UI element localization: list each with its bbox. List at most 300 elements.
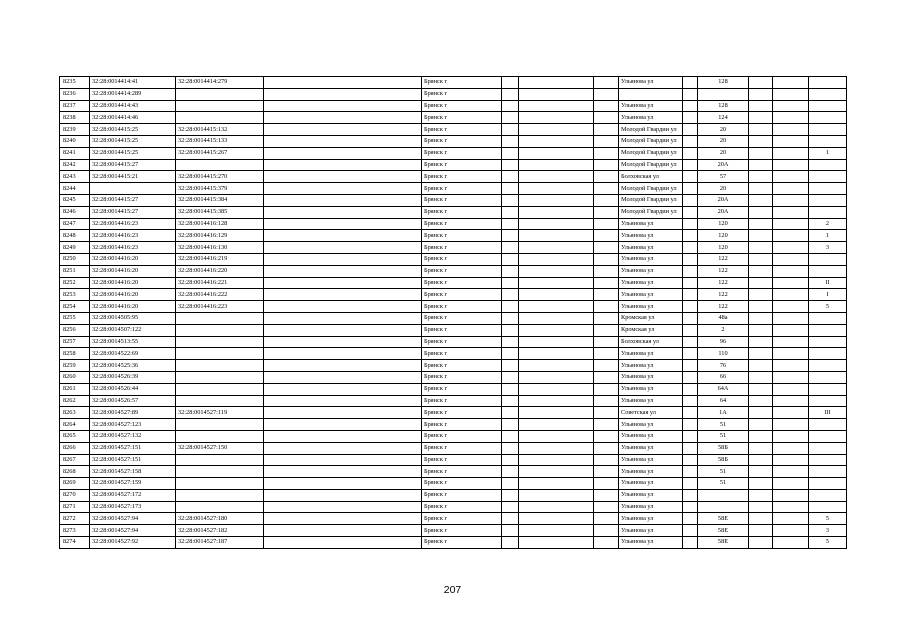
cell-empty [773,489,809,501]
cell-street: Ульянова ул [619,100,683,112]
cell-empty [749,206,773,218]
cell-empty [594,419,619,431]
cell-empty [264,501,422,513]
cell-city: Брянск г [422,501,502,513]
cell-record-number: 8245 [60,194,90,206]
cell-cadastral-number: 32:28:0014527:89 [90,407,176,419]
cell-cadastral-number: 32:28:0014525:36 [90,360,176,372]
table-row [60,100,847,112]
cell-empty [773,77,809,89]
cell-record-number: 8270 [60,489,90,501]
cell-empty [264,135,422,147]
cell-empty [519,348,594,360]
table-row [60,171,847,183]
cell-empty [773,501,809,513]
cell-empty [683,501,698,513]
cell-record-number: 8263 [60,407,90,419]
cell-flat: 3 [809,525,847,537]
cell-flat: 3 [809,242,847,254]
cell-house: 64 [698,395,749,407]
cell-empty [749,100,773,112]
cell-empty [683,242,698,254]
cell-empty [264,88,422,100]
cell-empty [773,218,809,230]
cell-premises-number: 32:28:0014527:180 [176,513,264,525]
cell-empty [519,430,594,442]
cell-empty [773,265,809,277]
cell-record-number: 8262 [60,395,90,407]
cell-flat [809,312,847,324]
cell-street: Молодой Гвардии ул [619,183,683,195]
cell-house: 2 [698,324,749,336]
cell-empty [502,478,519,490]
cell-empty [749,77,773,89]
cell-premises-number: 32:28:0014416:221 [176,277,264,289]
cell-flat: 5 [809,301,847,313]
cell-empty [683,525,698,537]
cell-cadastral-number: 32:28:0014414:43 [90,100,176,112]
cell-empty [519,218,594,230]
cell-empty [773,454,809,466]
cell-city: Брянск г [422,171,502,183]
cell-record-number: 8246 [60,206,90,218]
cell-house: 124 [698,112,749,124]
cell-empty [264,513,422,525]
cell-record-number: 8257 [60,336,90,348]
cell-city: Брянск г [422,88,502,100]
cell-empty [594,218,619,230]
cell-record-number: 8273 [60,525,90,537]
cell-house: 20 [698,183,749,195]
table-row [60,277,847,289]
cell-empty [594,312,619,324]
cell-empty [264,218,422,230]
cell-empty [749,194,773,206]
table-row [60,348,847,360]
table-row [60,218,847,230]
cell-cadastral-number: 32:28:0014527:92 [90,537,176,549]
cell-street: Ульянова ул [619,501,683,513]
cell-empty [683,159,698,171]
cell-empty [519,360,594,372]
cell-cadastral-number: 32:28:0014414:41 [90,77,176,89]
cell-cadastral-number: 32:28:0014416:20 [90,301,176,313]
cell-street: Ульянова ул [619,301,683,313]
cell-cadastral-number: 32:28:0014527:123 [90,419,176,431]
cell-empty [519,383,594,395]
cell-premises-number: 32:28:0014415:132 [176,124,264,136]
cell-house: 51 [698,466,749,478]
cell-empty [773,383,809,395]
cell-empty [683,430,698,442]
cell-street: Ульянова ул [619,77,683,89]
cell-empty [264,183,422,195]
table-row [60,135,847,147]
cell-empty [683,124,698,136]
cell-premises-number [176,100,264,112]
cell-empty [264,77,422,89]
cell-empty [519,277,594,289]
cell-record-number: 8260 [60,371,90,383]
cell-empty [502,371,519,383]
cell-house: 57 [698,171,749,183]
cell-empty [773,395,809,407]
cell-empty [264,466,422,478]
cell-house: 120 [698,242,749,254]
cell-empty [773,159,809,171]
cell-house: 66 [698,371,749,383]
cell-premises-number [176,336,264,348]
cell-premises-number [176,478,264,490]
cell-flat: II [809,277,847,289]
cell-flat [809,501,847,513]
cell-empty [502,289,519,301]
cell-empty [519,253,594,265]
cell-flat: 1 [809,147,847,159]
cell-cadastral-number: 32:28:0014416:23 [90,218,176,230]
cell-house: 20 [698,124,749,136]
cell-empty [749,478,773,490]
cell-empty [683,253,698,265]
cell-record-number: 8274 [60,537,90,549]
cell-empty [502,442,519,454]
table-row [60,312,847,324]
cell-cadastral-number: 32:28:0014505:95 [90,312,176,324]
cell-empty [519,525,594,537]
cell-street: Ульянова ул [619,489,683,501]
cell-record-number: 8264 [60,419,90,431]
cell-empty [264,194,422,206]
cell-empty [264,206,422,218]
cell-empty [264,395,422,407]
cell-cadastral-number: 32:28:0014416:23 [90,242,176,254]
cell-house: 122 [698,277,749,289]
cell-empty [683,371,698,383]
table-row [60,159,847,171]
cell-cadastral-number [90,183,176,195]
cell-empty [749,360,773,372]
cell-premises-number: 32:28:0014416:223 [176,301,264,313]
cell-flat [809,419,847,431]
cell-empty [773,407,809,419]
cell-empty [519,312,594,324]
cell-premises-number: 32:28:0014416:222 [176,289,264,301]
cell-empty [683,407,698,419]
cell-flat [809,371,847,383]
cell-empty [773,537,809,549]
cell-empty [749,159,773,171]
cell-empty [749,135,773,147]
cell-flat [809,88,847,100]
cell-cadastral-number: 32:28:0014527:132 [90,430,176,442]
cell-empty [502,124,519,136]
cell-house: 51 [698,419,749,431]
cell-empty [594,253,619,265]
cell-empty [683,324,698,336]
cell-empty [773,513,809,525]
cell-city: Брянск г [422,407,502,419]
cell-empty [594,407,619,419]
cell-empty [264,324,422,336]
cell-city: Брянск г [422,383,502,395]
cell-empty [519,77,594,89]
cell-empty [519,301,594,313]
cell-empty [773,371,809,383]
cell-empty [264,171,422,183]
cell-empty [683,478,698,490]
cell-empty [264,159,422,171]
cell-empty [264,525,422,537]
cell-premises-number: 32:28:0014416:128 [176,218,264,230]
cell-street: Ульянова ул [619,430,683,442]
cell-street: Ульянова ул [619,348,683,360]
cell-house [698,88,749,100]
cell-city: Брянск г [422,124,502,136]
cell-record-number: 8239 [60,124,90,136]
cell-empty [683,112,698,124]
cell-empty [749,88,773,100]
cell-empty [683,194,698,206]
cell-empty [502,265,519,277]
cell-empty [683,466,698,478]
cell-empty [594,112,619,124]
cell-empty [749,171,773,183]
cell-house: 122 [698,253,749,265]
cell-flat [809,265,847,277]
cell-cadastral-number: 32:28:0014522:69 [90,348,176,360]
table-row [60,383,847,395]
cell-empty [773,348,809,360]
cell-street: Ульянова ул [619,253,683,265]
cell-city: Брянск г [422,454,502,466]
cell-street: Ульянова ул [619,525,683,537]
cell-cadastral-number: 32:28:0014414:46 [90,112,176,124]
cell-house: 48а [698,312,749,324]
cell-record-number: 8269 [60,478,90,490]
cell-record-number: 8237 [60,100,90,112]
table-row [60,466,847,478]
cell-empty [594,383,619,395]
cell-record-number: 8248 [60,230,90,242]
cell-city: Брянск г [422,360,502,372]
cell-flat [809,478,847,490]
cell-street: Ульянова ул [619,395,683,407]
cell-empty [502,159,519,171]
cell-empty [502,112,519,124]
cell-cadastral-number: 32:28:0014415:25 [90,135,176,147]
cell-empty [773,312,809,324]
table-row [60,395,847,407]
cell-empty [773,525,809,537]
table-row [60,360,847,372]
cell-flat [809,171,847,183]
cell-empty [502,383,519,395]
cell-flat [809,77,847,89]
cell-empty [749,277,773,289]
table-row [60,537,847,549]
cell-record-number: 8243 [60,171,90,183]
cell-cadastral-number: 32:28:0014507:122 [90,324,176,336]
cell-street: Советская ул [619,407,683,419]
cell-empty [683,513,698,525]
cell-cadastral-number: 32:28:0014527:151 [90,442,176,454]
cell-empty [683,88,698,100]
cell-empty [773,206,809,218]
cell-empty [594,277,619,289]
cell-street: Ульянова ул [619,112,683,124]
cell-flat [809,395,847,407]
cell-flat [809,430,847,442]
cell-empty [264,430,422,442]
table-row [60,442,847,454]
registry-table-body [60,77,847,549]
cell-empty [502,501,519,513]
cell-empty [749,301,773,313]
cell-premises-number [176,489,264,501]
cell-empty [264,112,422,124]
cell-empty [683,230,698,242]
cell-city: Брянск г [422,100,502,112]
cell-street: Молодой Гвардии ул [619,135,683,147]
cell-empty [502,513,519,525]
cell-empty [519,442,594,454]
cell-premises-number [176,348,264,360]
cell-flat [809,442,847,454]
cell-house: 1А [698,407,749,419]
cell-street: Молодой Гвардии ул [619,194,683,206]
cell-premises-number: 32:28:0014416:219 [176,253,264,265]
cell-empty [264,301,422,313]
cell-flat [809,194,847,206]
cell-city: Брянск г [422,194,502,206]
cell-house: 58Б [698,442,749,454]
cell-empty [502,77,519,89]
cell-empty [749,383,773,395]
cell-empty [264,242,422,254]
cell-premises-number: 32:28:0014527:119 [176,407,264,419]
table-row [60,419,847,431]
cell-city: Брянск г [422,371,502,383]
cell-cadastral-number: 32:28:0014526:39 [90,371,176,383]
cell-empty [773,194,809,206]
cell-empty [594,124,619,136]
cell-empty [519,124,594,136]
cell-empty [264,124,422,136]
cell-empty [594,206,619,218]
cell-empty [773,242,809,254]
cell-flat [809,159,847,171]
cell-record-number: 8266 [60,442,90,454]
cell-flat: 2 [809,218,847,230]
cell-empty [683,77,698,89]
cell-record-number: 8272 [60,513,90,525]
cell-street: Молодой Гвардии ул [619,206,683,218]
cell-house: 120 [698,230,749,242]
cell-empty [749,348,773,360]
cell-empty [264,277,422,289]
cell-empty [749,112,773,124]
cell-empty [519,230,594,242]
cell-empty [749,537,773,549]
cell-record-number: 8259 [60,360,90,372]
cell-house: 58Е [698,513,749,525]
cell-record-number: 8235 [60,77,90,89]
cell-empty [502,537,519,549]
cell-record-number: 8251 [60,265,90,277]
cell-premises-number: 32:28:0014527:150 [176,442,264,454]
cell-empty [264,478,422,490]
cell-record-number: 8261 [60,383,90,395]
cell-city: Брянск г [422,277,502,289]
cell-house: 58Е [698,525,749,537]
cell-premises-number [176,88,264,100]
cell-flat: 5 [809,513,847,525]
cell-house: 110 [698,348,749,360]
cell-premises-number: 32:28:0014416:130 [176,242,264,254]
cell-empty [683,489,698,501]
cell-flat [809,124,847,136]
cell-empty [264,100,422,112]
cell-record-number: 8241 [60,147,90,159]
cell-empty [502,147,519,159]
cell-empty [264,336,422,348]
cell-empty [264,442,422,454]
cell-empty [264,407,422,419]
cell-city: Брянск г [422,442,502,454]
cell-house: 20А [698,159,749,171]
cell-empty [264,360,422,372]
cell-empty [519,336,594,348]
table-row [60,147,847,159]
cell-record-number: 8258 [60,348,90,360]
cell-empty [519,371,594,383]
cell-flat [809,489,847,501]
cell-record-number: 8265 [60,430,90,442]
cell-empty [502,395,519,407]
cell-empty [264,253,422,265]
table-row [60,513,847,525]
cell-empty [683,537,698,549]
cell-empty [594,454,619,466]
cell-house: 51 [698,430,749,442]
cell-empty [502,312,519,324]
cell-empty [683,135,698,147]
cell-city: Брянск г [422,183,502,195]
cell-record-number: 8267 [60,454,90,466]
cell-empty [502,242,519,254]
cell-record-number: 8268 [60,466,90,478]
cell-empty [594,525,619,537]
cell-street: Кромская ул [619,312,683,324]
cell-city: Брянск г [422,525,502,537]
cell-empty [264,537,422,549]
registry-sheet [59,76,847,549]
cell-empty [594,159,619,171]
cell-empty [264,489,422,501]
cell-empty [773,442,809,454]
cell-empty [749,419,773,431]
cell-city: Брянск г [422,253,502,265]
table-row [60,430,847,442]
page-number: 207 [443,584,462,596]
cell-city: Брянск г [422,206,502,218]
cell-empty [502,407,519,419]
cell-house [698,501,749,513]
cell-street: Молодой Гвардии ул [619,147,683,159]
cell-record-number: 8249 [60,242,90,254]
table-row [60,112,847,124]
cell-house: 122 [698,301,749,313]
